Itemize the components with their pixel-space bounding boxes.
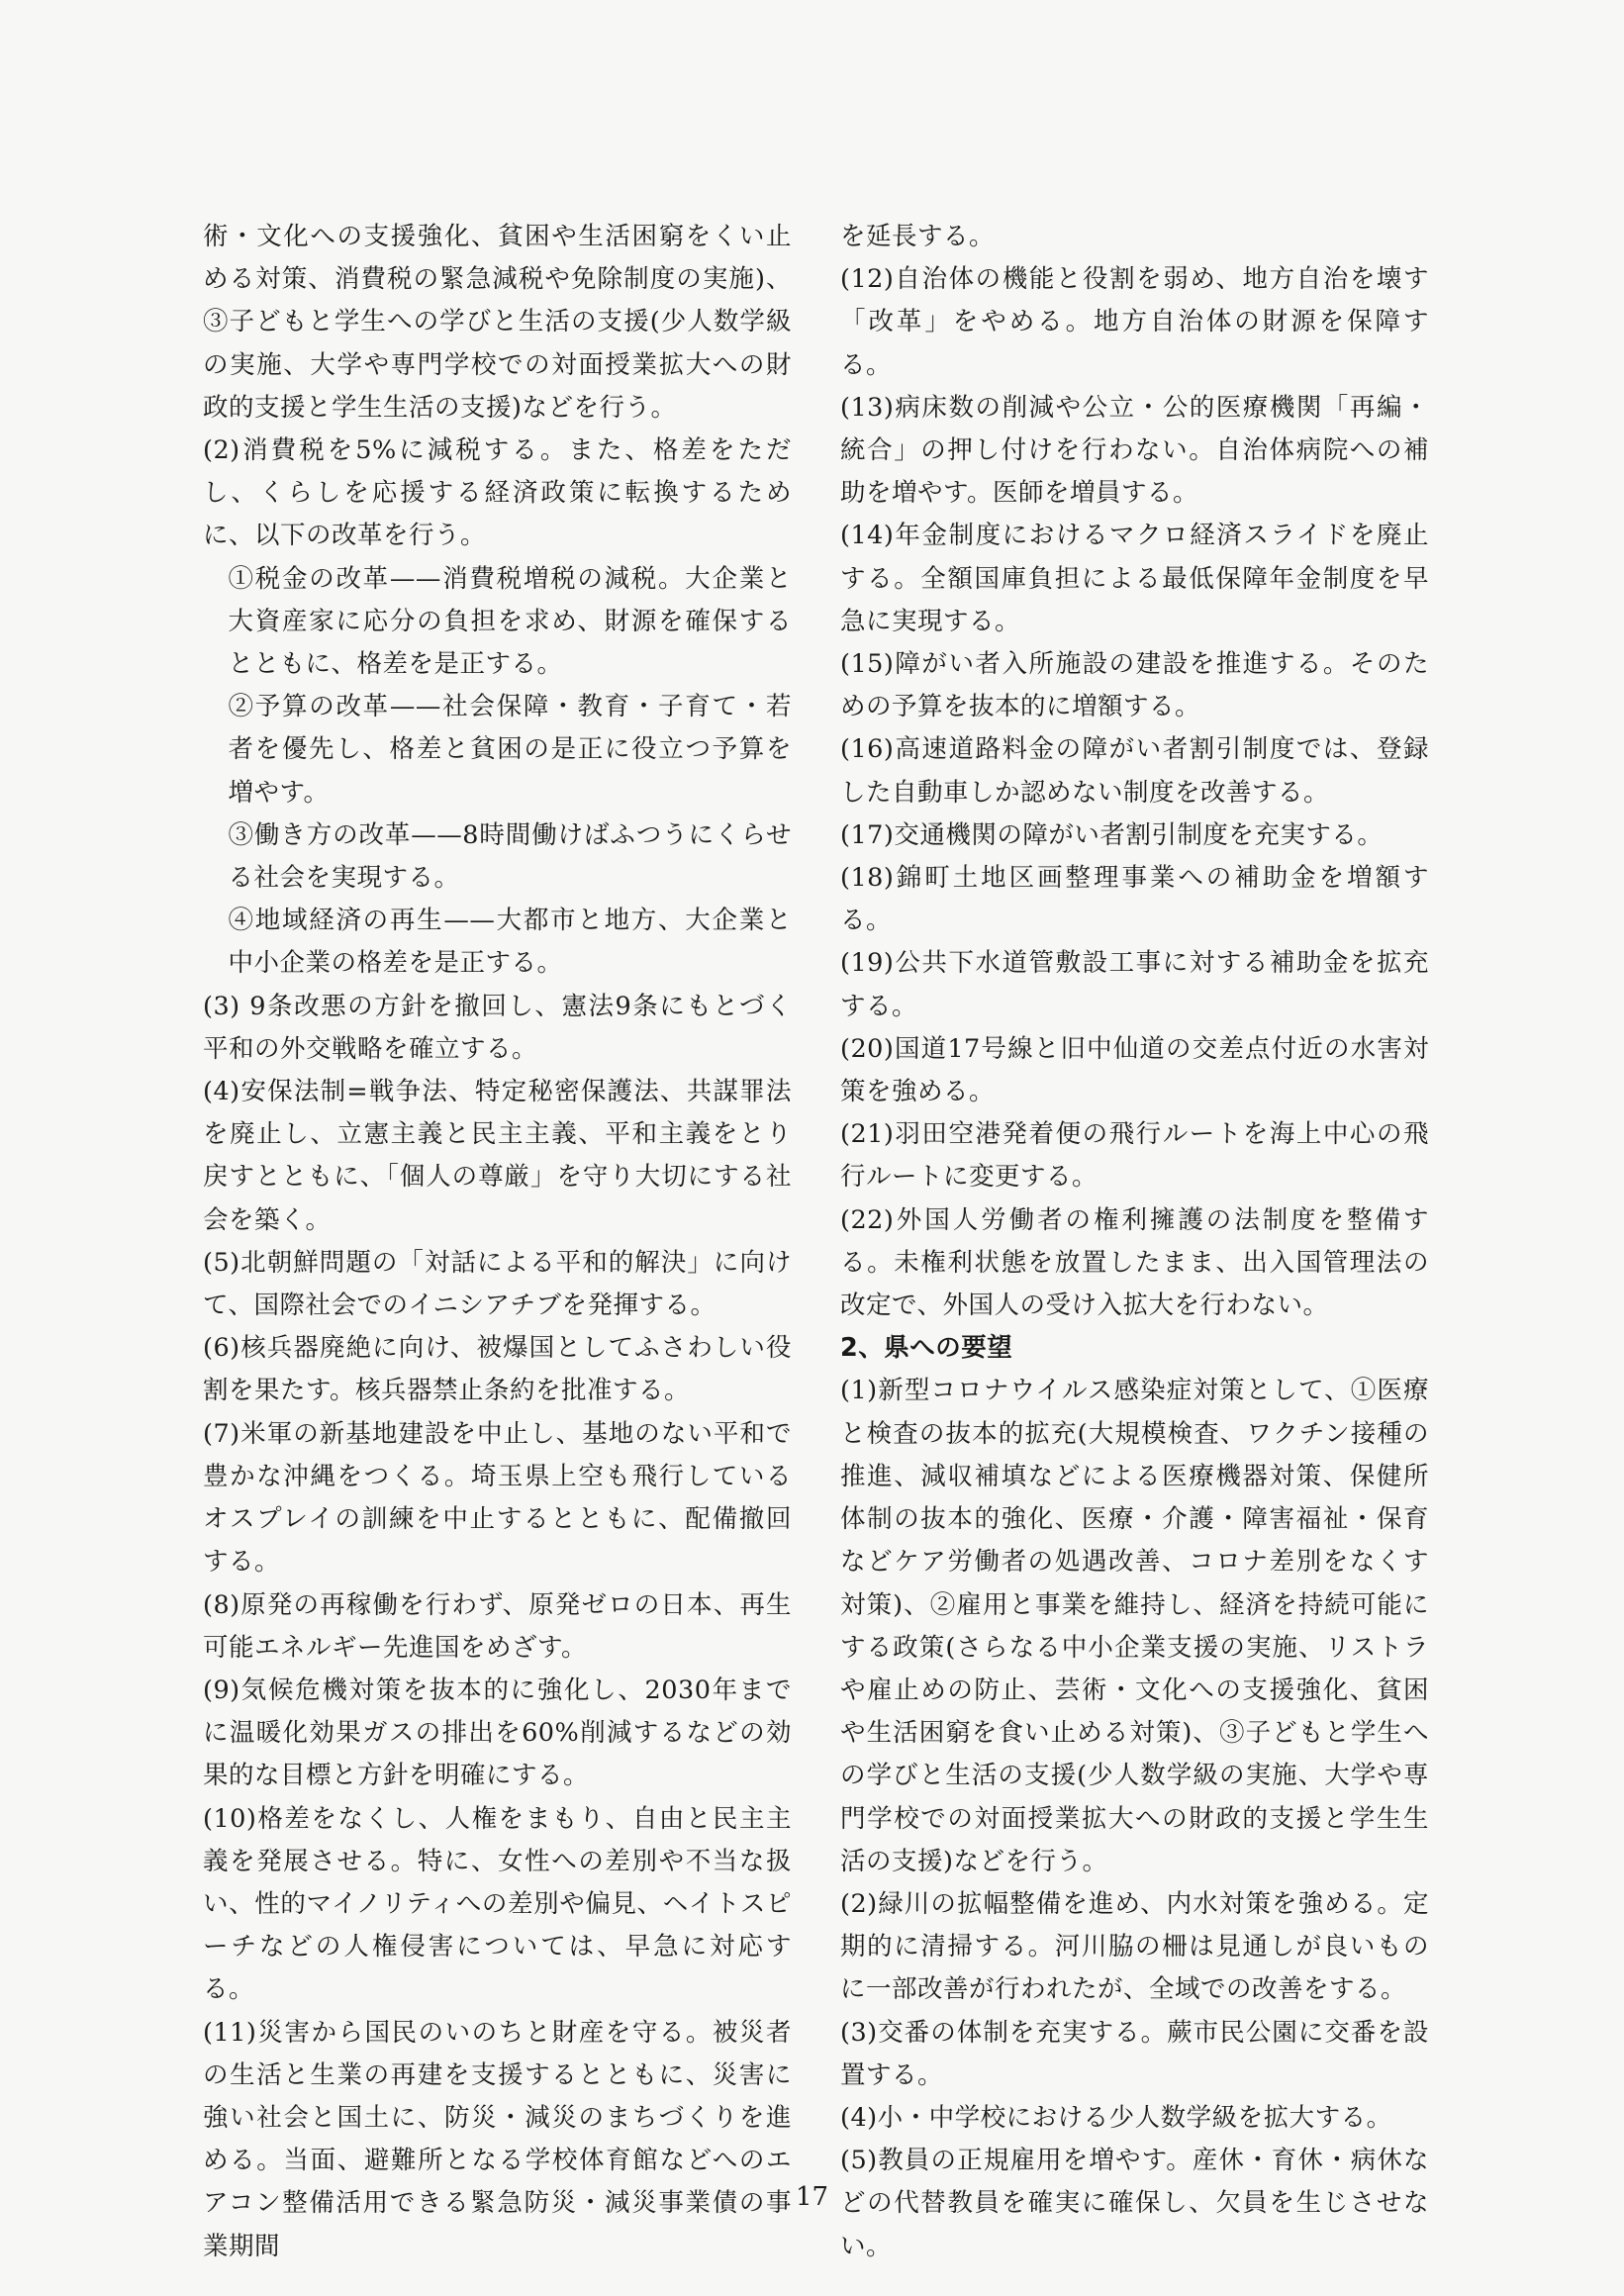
paragraph: (3)交番の体制を充実する。蕨市民公園に交番を設置する。 <box>840 2017 1429 2090</box>
paragraph: 術・文化への支援強化、貧困や生活困窮をくい止める対策、消費税の緊急減税や免除制度の実施)、③子どもと学生への学びと生活の支援(少人数学級の実施、大学や専門学校での対面授業拡大への財政的支援と学生生活の支援)などを行う。 <box>203 222 792 423</box>
paragraph: (12)自治体の機能と役割を弱め、地方自治を壊す「改革」をやめる。地方自治体の財源を保障する。 <box>840 264 1429 380</box>
paragraph: (22)外国人労働者の権利擁護の法制度を整備する。未権利状態を放置したまま、出入国管理法の改定で、外国人の受け入拡大を行わない。 <box>840 1204 1429 1321</box>
paragraph: ①税金の改革——消費税増税の減税。大企業と大資産家に応分の負担を求め、財源を確保するとともに、格差を是正する。 <box>228 563 792 680</box>
paragraph: (19)公共下水道管敷設工事に対する補助金を拡充する。 <box>840 948 1429 1021</box>
paragraph: (15)障がい者入所施設の建設を推進する。そのための予算を抜本的に増額する。 <box>840 649 1429 722</box>
section-heading: 2、県への要望 <box>840 1333 1013 1364</box>
paragraph: ②予算の改革——社会保障・教育・子育て・若者を優先し、格差と貧困の是正に役立つ予算を増やす。 <box>228 692 792 808</box>
paragraph: (5)北朝鮮問題の「対話による平和的解決」に向けて、国際社会でのイニシアチブを発揮する。 <box>203 1247 792 1321</box>
page-number: 17 <box>795 2182 829 2212</box>
left-column <box>203 216 792 2268</box>
paragraph: を延長する。 <box>840 222 996 251</box>
right-column <box>840 216 1429 2268</box>
paragraph: (3) 9条改悪の方針を撤回し、憲法9条にもとづく平和の外交戦略を確立する。 <box>203 991 792 1064</box>
paragraph: (2)緑川の拡幅整備を進め、内水対策を強める。定期的に清掃する。河川脇の柵は見通しが良いものに一部改善が行われたが、全域での改善をする。 <box>840 1888 1429 2005</box>
paragraph: (11)災害から国民のいのちと財産を守る。被災者の生活と生業の再建を支援するとともに、災害に強い社会と国土に、防災・減災のまちづくりを進める。当面、避難所となる学校体育館などへのエアコン整備活用できる緊急防災・減災事業債の事業期間 <box>203 2017 792 2261</box>
paragraph: (7)米軍の新基地建設を中止し、基地のない平和で豊かな沖縄をつくる。埼玉県上空も飛行しているオスプレイの訓練を中止するとともに、配備撤回する。 <box>203 1418 792 1578</box>
paragraph: (13)病床数の削減や公立・公的医療機関「再編・統合」の押し付けを行わない。自治体病院への補助を増やす。医師を増員する。 <box>840 392 1429 509</box>
paragraph: (5)教員の正規雇用を増やす。産休・育休・病休などの代替教員を確実に確保し、欠員を生じさせない。 <box>840 2146 1429 2261</box>
paragraph: (4)小・中学校における少人数学級を拡大する。 <box>840 2102 1392 2133</box>
paragraph: (6)核兵器廃絶に向け、被爆国としてふさわしい役割を果たす。核兵器禁止条約を批准する。 <box>203 1333 792 1406</box>
paragraph: (14)年金制度におけるマクロ経済スライドを廃止する。全額国庫負担による最低保障年金制度を早急に実現する。 <box>840 521 1429 636</box>
paragraph: (10)格差をなくし、人権をまもり、自由と民主主義を発展させる。特に、女性への差別や不当な扱い、性的マイノリティへの差別や偏見、ヘイトスピーチなどの人権侵害については、早急に対応する。 <box>203 1803 792 2005</box>
paragraph: (17)交通機関の障がい者割引制度を充実する。 <box>840 819 1384 850</box>
paragraph: (20)国道17号線と旧中仙道の交差点付近の水害対策を強める。 <box>840 1033 1429 1107</box>
paragraph: (21)羽田空港発着便の飛行ルートを海上中心の飛行ルートに変更する。 <box>840 1119 1429 1193</box>
paragraph: (16)高速道路料金の障がい者割引制度では、登録した自動車しか認めない制度を改善する。 <box>840 734 1429 808</box>
paragraph: (1)新型コロナウイルス感染症対策として、①医療と検査の抜本的拡充(大規模検査、ワクチン接種の推進、減収補填などによる医療機器対策、保健所体制の抜本的強化、医療・介護・障害福祉・保育などケア労働者の処遇改善、コロナ差別をなくす対策)、②雇用と事業を維持し、経済を持続可能にする政策(さらなる中小企業支援の実施、リストラや雇止めの防止、芸術・文化への支援強化、貧困や生活困窮を食い止める対策)、③子どもと学生への学びと生活の支援(少人数学級の実施、大学や専門学校での対面授業拡大への財政的支援と学生生活の支援)などを行う。 <box>840 1376 1429 1876</box>
paragraph: (2)消費税を5%に減税する。また、格差をただし、くらしを応援する経済政策に転換するために、以下の改革を行う。 <box>203 435 792 551</box>
paragraph: ④地域経済の再生——大都市と地方、大企業と中小企業の格差を是正する。 <box>228 906 792 979</box>
paragraph: (9)気候危機対策を抜本的に強化し、2030年までに温暖化効果ガスの排出を60%削減するなどの効果的な目標と方針を明確にする。 <box>203 1674 792 1791</box>
paragraph: (4)安保法制=戦争法、特定秘密保護法、共謀罪法を廃止し、立憲主義と民主主義、平和主義をとり戻すとともに、「個人の尊厳」を守り大切にする社会を築く。 <box>203 1077 792 1235</box>
paragraph: (18)錦町土地区画整理事業への補助金を増額する。 <box>840 863 1429 936</box>
paragraph: (8)原発の再稼働を行わず、原発ゼロの日本、再生可能エネルギー先進国をめざす。 <box>203 1589 792 1663</box>
paragraph: ③働き方の改革——8時間働けばふつうにくらせる社会を実現する。 <box>228 819 792 894</box>
